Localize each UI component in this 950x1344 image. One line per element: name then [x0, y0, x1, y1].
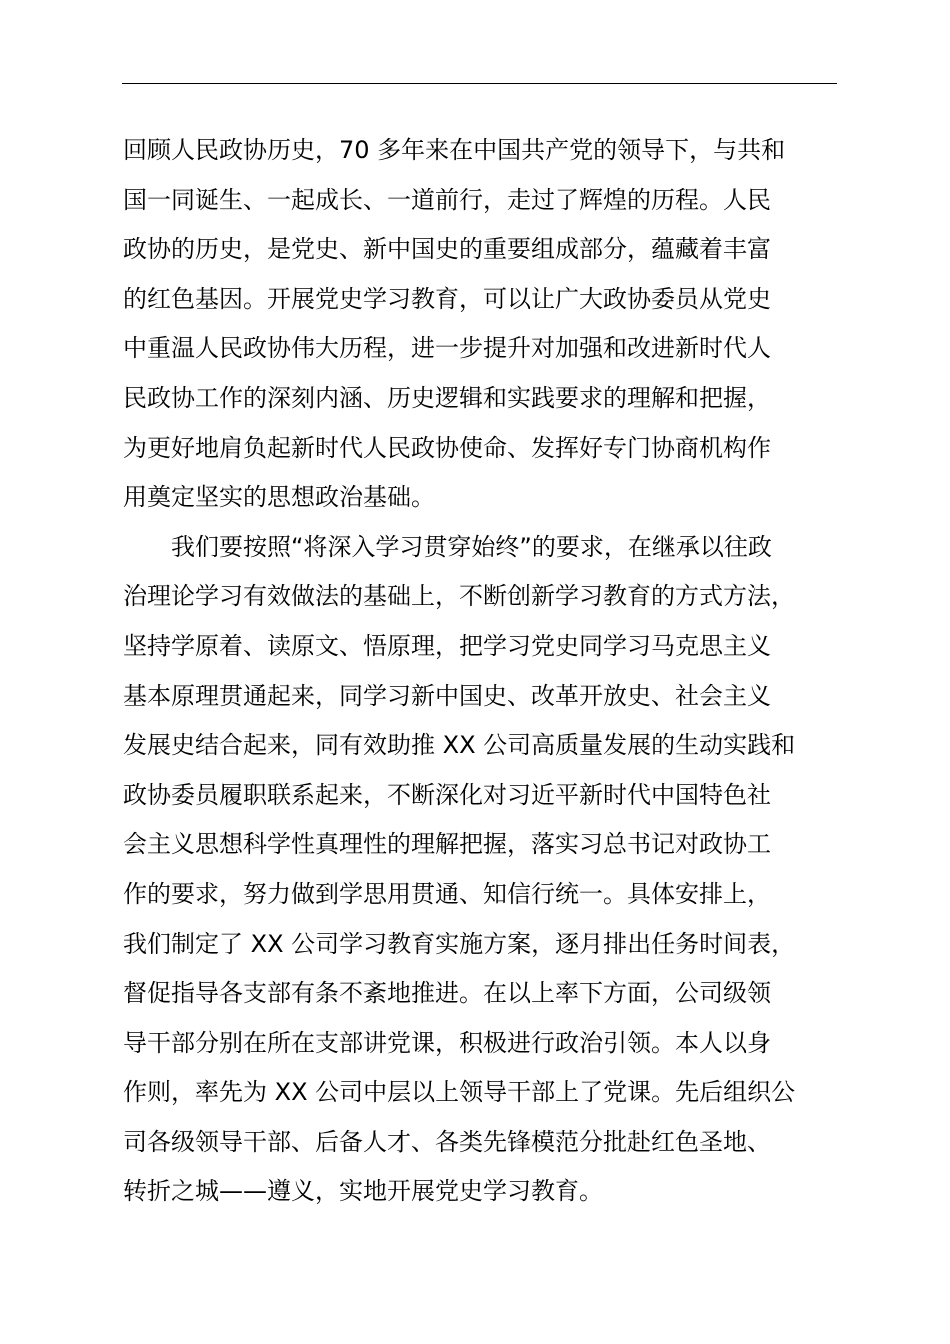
- text-line: 中重温人民政协伟大历程，进一步提升对加强和改进新时代人: [123, 334, 771, 363]
- paragraph-2: [123, 523, 843, 1217]
- text-line: 我们制定了 XX 公司学习教育实施方案，逐月排出任务时间表，: [123, 929, 796, 958]
- paragraph-1: [123, 126, 843, 523]
- text-line: 作则，率先为 XX 公司中层以上领导干部上了党课。先后组织公: [123, 1078, 796, 1107]
- document-body: [123, 126, 843, 1217]
- text-line: 督促指导各支部有条不紊地推进。在以上率下方面，公司级领: [123, 979, 771, 1008]
- text-line: 发展史结合起来，同有效助推 XX 公司高质量发展的生动实践和: [123, 731, 796, 760]
- header-rule: [122, 83, 837, 84]
- text-line: 为更好地肩负起新时代人民政协使命、发挥好专门协商机构作: [123, 433, 771, 462]
- text-line: 政协的历史，是党史、新中国史的重要组成部分，蕴藏着丰富: [123, 235, 771, 264]
- text-line: 国一同诞生、一起成长、一道前行，走过了辉煌的历程。人民: [123, 185, 771, 214]
- text-line: 会主义思想科学性真理性的理解把握，落实习总书记对政协工: [123, 830, 771, 859]
- text-line: 民政协工作的深刻内涵、历史逻辑和实践要求的理解和把握，: [123, 383, 771, 412]
- text-line: 治理论学习有效做法的基础上，不断创新学习教育的方式方法，: [123, 582, 795, 611]
- text-line: 基本原理贯通起来，同学习新中国史、改革开放史、社会主义: [123, 681, 771, 710]
- text-line: 转折之城——遵义，实地开展党史学习教育。: [123, 1177, 603, 1206]
- text-line: 导干部分别在所在支部讲党课，积极进行政治引领。本人以身: [123, 1028, 771, 1057]
- text-line: 政协委员履职联系起来，不断深化对习近平新时代中国特色社: [123, 780, 771, 809]
- text-line: 的红色基因。开展党史学习教育，可以让广大政协委员从党史: [123, 284, 771, 313]
- text-line: 坚持学原着、读原文、悟原理，把学习党史同学习马克思主义: [123, 631, 771, 660]
- text-line: 作的要求，努力做到学思用贯通、知信行统一。具体安排上，: [123, 879, 771, 908]
- text-line: 回顾人民政协历史，70 多年来在中国共产党的领导下，与共和: [123, 136, 786, 164]
- text-line: 用奠定坚实的思想政治基础。: [123, 483, 435, 512]
- text-line: 司各级领导干部、后备人才、各类先锋模范分批赴红色圣地、: [123, 1127, 771, 1156]
- text-line: 我们要按照“将深入学习贯穿始终”的要求，在继承以往政: [123, 532, 772, 561]
